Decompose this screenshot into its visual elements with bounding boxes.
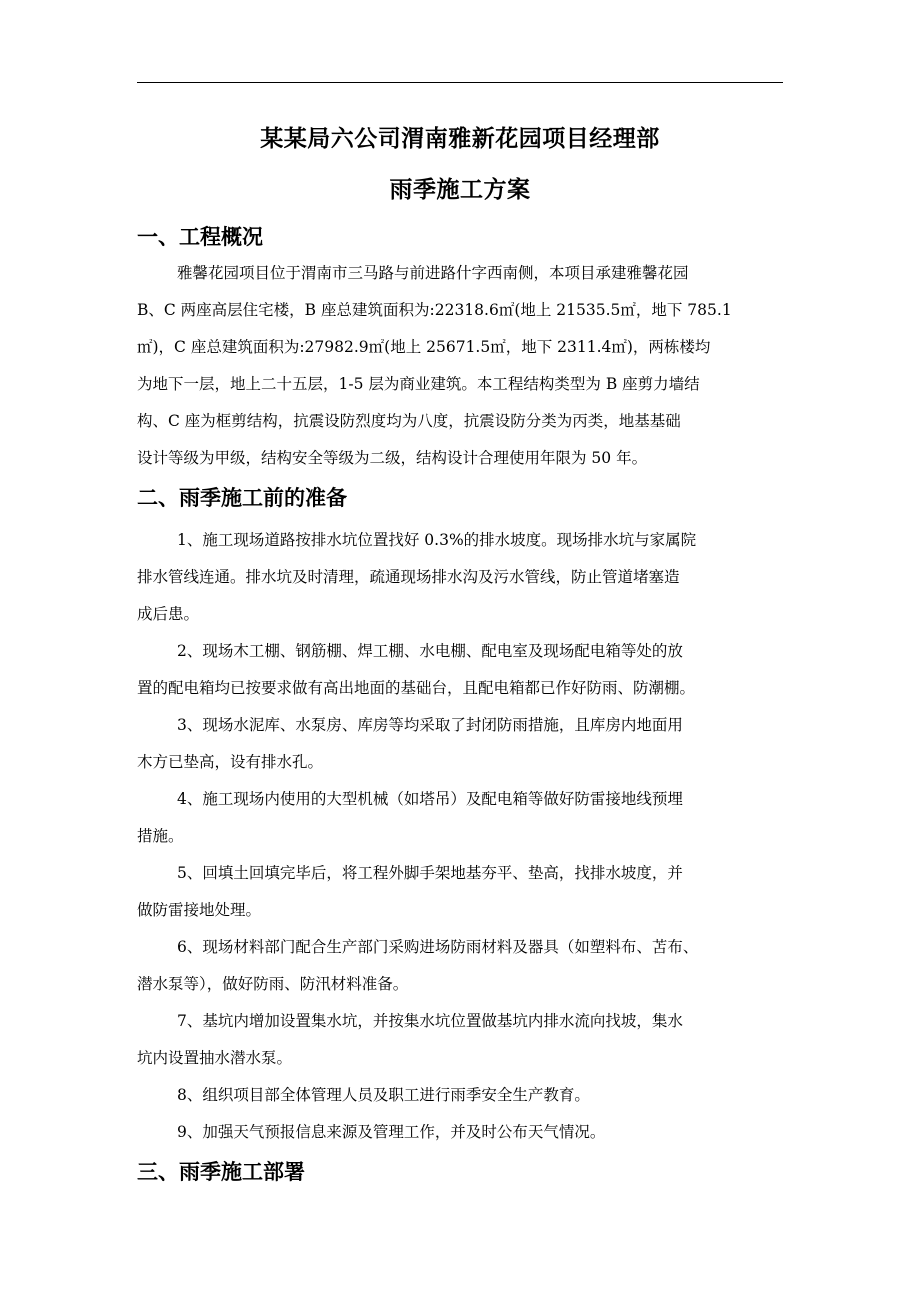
header-rule xyxy=(137,82,783,83)
prep-item-3-line: 木方已垫高，设有排水孔。 xyxy=(137,753,324,771)
prep-item-1-line: 1、施工现场道路按排水坑位置找好 0.3%的排水坡度。现场排水坑与家属院 xyxy=(177,531,697,549)
document-title: 某某局六公司渭南雅新花园项目经理部 xyxy=(260,126,660,152)
prep-item-9-line: 9、加强天气预报信息来源及管理工作，并及时公布天气情况。 xyxy=(177,1123,606,1141)
prep-item-5-line: 5、回填土回填完毕后，将工程外脚手架地基夯平、垫高，找排水坡度，并 xyxy=(177,864,683,882)
overview-line: 设计等级为甲级，结构安全等级为二级，结构设计合理使用年限为 50 年。 xyxy=(137,449,648,467)
prep-item-5-line: 做防雷接地处理。 xyxy=(137,901,262,919)
overview-line: B、C 两座高层住宅楼，B 座总建筑面积为:22318.6㎡(地上 21535.5㎡，地下 785.1 xyxy=(137,301,732,319)
prep-item-2-line: 置的配电箱均已按要求做有高出地面的基础台，且配电箱都已作好防雨、防潮棚。 xyxy=(137,679,696,697)
prep-item-3-line: 3、现场水泥库、水泵房、库房等均采取了封闭防雨措施，且库房内地面用 xyxy=(177,716,683,734)
prep-item-1-line: 排水管线连通。排水坑及时清理，疏通现场排水沟及污水管线，防止管道堵塞造 xyxy=(137,568,680,586)
section-heading-preparation: 二、雨季施工前的准备 xyxy=(137,486,347,510)
overview-line: 雅馨花园项目位于渭南市三马路与前进路什字西南侧，本项目承建雅馨花园 xyxy=(177,264,689,282)
prep-item-6-line: 6、现场材料部门配合生产部门采购进场防雨材料及器具（如塑料布、苫布、 xyxy=(177,938,699,956)
overview-line: 为地下一层，地上二十五层，1-5 层为商业建筑。本工程结构类型为 B 座剪力墙结 xyxy=(137,375,700,393)
section-heading-overview: 一、工程概况 xyxy=(137,225,263,249)
prep-item-4-line: 措施。 xyxy=(137,827,184,845)
prep-item-1-line: 成后患。 xyxy=(137,605,200,623)
document-subtitle: 雨季施工方案 xyxy=(389,177,531,203)
overview-line: 构、C 座为框剪结构，抗震设防烈度均为八度，抗震设防分类为丙类，地基基础 xyxy=(137,412,681,430)
prep-item-7-line: 7、基坑内增加设置集水坑，并按集水坑位置做基坑内排水流向找坡，集水 xyxy=(177,1012,683,1030)
prep-item-8-line: 8、组织项目部全体管理人员及职工进行雨季安全生产教育。 xyxy=(177,1086,590,1104)
prep-item-7-line: 坑内设置抽水潜水泵。 xyxy=(137,1049,293,1067)
prep-item-6-line: 潜水泵等），做好防雨、防汛材料准备。 xyxy=(137,975,409,993)
section-heading-deployment: 三、雨季施工部署 xyxy=(137,1160,305,1184)
prep-item-4-line: 4、施工现场内使用的大型机械（如塔吊）及配电箱等做好防雷接地线预埋 xyxy=(177,790,683,808)
prep-item-2-line: 2、现场木工棚、钢筋棚、焊工棚、水电棚、配电室及现场配电箱等处的放 xyxy=(177,642,683,660)
overview-line: ㎡)，C 座总建筑面积为:27982.9㎡(地上 25671.5㎡，地下 2311.4㎡)，两栋楼均 xyxy=(137,338,711,356)
